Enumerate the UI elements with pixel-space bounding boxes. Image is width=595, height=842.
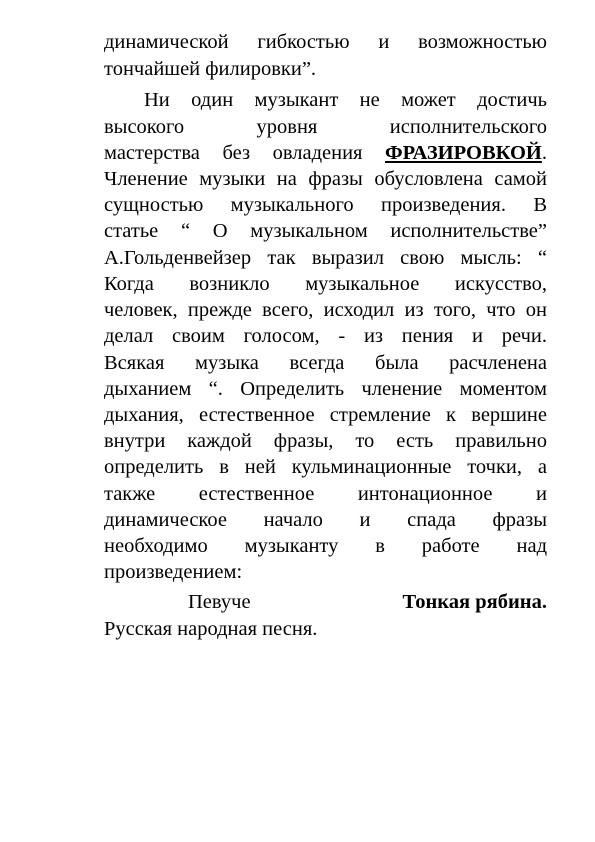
text-line: дыханием “. Определить членение моментом: [104, 378, 547, 400]
text-line-with-term: [104, 141, 547, 165]
text-line: Когда возникло музыкальное искусство,: [104, 273, 547, 295]
text-line: динамическое начало и спада фразы: [104, 509, 547, 531]
text-line: Всякая музыка всегда была расчленена: [104, 352, 547, 374]
text-line: человек, прежде всего, исходил из того, что он: [104, 299, 547, 321]
song-title-group: [402, 590, 547, 614]
text-fragment: мастерства без овладения: [104, 142, 386, 164]
tempo-marking: Певуче: [188, 591, 251, 613]
text-line: необходимо музыканту в работе над: [104, 535, 547, 557]
text-line: А.Гольденвейзер так выразил свою мысль: “: [104, 247, 547, 269]
text-line: высокого уровня исполнительского: [104, 116, 547, 138]
text-line: Членение музыки на фразы обусловлена самой: [104, 168, 547, 190]
song-subtitle: Русская народная песня.: [104, 618, 318, 640]
text-line: дыхания, естественное стремление к вершине: [104, 404, 547, 426]
text-line: также естественное интонационное и: [104, 483, 547, 505]
text-line: статье “ О музыкальном исполнительстве”: [104, 220, 547, 242]
song-heading: [104, 590, 547, 614]
song-title: Тонкая рябина: [402, 591, 542, 613]
text-line: делал своим голосом, - из пения и речи.: [104, 325, 547, 347]
song-title-punct: .: [541, 591, 547, 613]
text-line: произведением:: [104, 561, 243, 583]
text-line: динамической гибкостью и возможностью: [104, 31, 547, 53]
text-fragment: .: [541, 142, 547, 164]
text-line: внутри каждой фразы, то есть правильно: [104, 430, 547, 452]
text-line: определить в ней кульминационные точки, а: [104, 456, 547, 478]
text-line: тончайшей филировки”.: [104, 58, 317, 80]
text-line: сущностью музыкального произведения. В: [104, 194, 547, 216]
text-line: Ни один музыкант не может достичь: [144, 89, 547, 111]
key-term: ФРАЗИРОВКОЙ: [385, 142, 542, 164]
